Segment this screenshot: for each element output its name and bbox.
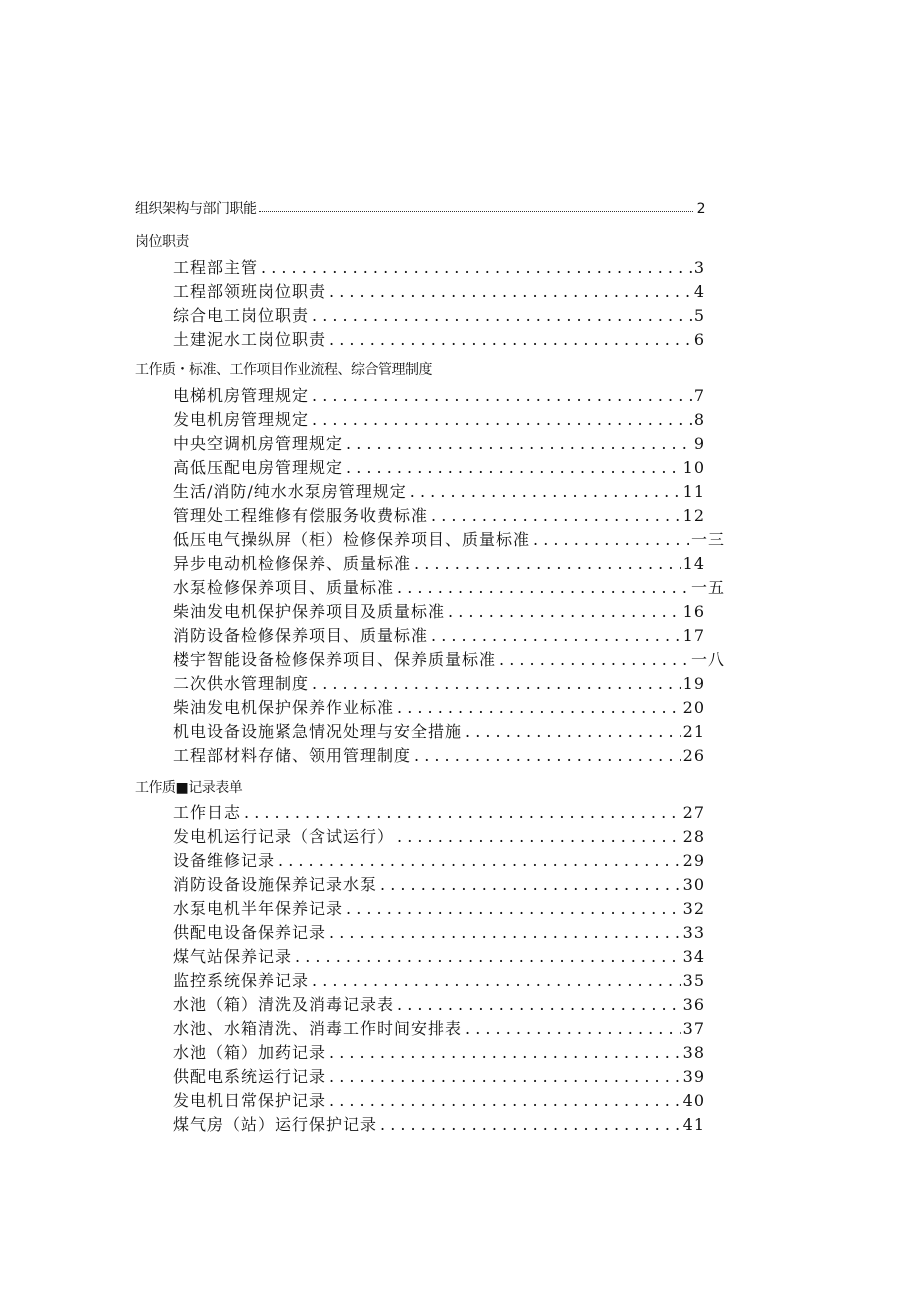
toc-entry[interactable] [173,575,725,598]
toc-entry[interactable] [173,719,705,742]
toc-entry-page: 26 [682,746,705,765]
toc-entry-title: 二次供水管理制度 [173,674,310,693]
toc-entry-title: 消防设备检修保养项目、质量标准 [173,626,429,645]
toc-entry-title: 高低压配电房管理规定 [173,458,344,477]
dot-leader [326,1043,681,1062]
toc-entry[interactable] [173,551,705,574]
toc-entry-page: 20 [682,698,705,717]
toc-entry-title: 水池（箱）清洗及消毒记录表 [173,995,395,1014]
dot-leader [496,650,689,669]
toc-entry[interactable] [173,383,705,406]
toc-entry-page: 35 [682,971,705,990]
dot-leader [407,482,681,501]
dot-leader [309,971,681,990]
toc-entry-page: 28 [682,827,705,846]
toc-entry-title: 设备维修记录 [173,851,276,870]
toc-entry-page: 16 [682,602,705,621]
dot-leader [343,434,692,453]
toc-entry-title: 工程部材料存储、领用管理制度 [173,746,412,765]
toc-entry[interactable] [173,671,705,694]
toc-entry[interactable] [173,944,705,967]
toc-entry-title: 消防设备设施保养记录水泵 [173,875,378,894]
toc-entry-title: 综合电工岗位职责 [173,306,310,325]
dot-leader [394,995,681,1014]
toc-entry-title: 供配电系统运行记录 [173,1067,327,1086]
toc-entry-page: 34 [682,947,705,966]
toc-entry[interactable] [173,279,705,302]
dot-leader [428,506,681,525]
dot-leader [241,803,681,822]
toc-entry-title: 电梯机房管理规定 [173,386,310,405]
toc-entry-page: 4 [693,282,705,301]
toc-entry[interactable] [173,1040,705,1063]
toc-entry-title: 柴油发电机保护保养项目及质量标准 [173,602,446,621]
dot-leader [309,410,692,429]
dot-leader [259,210,693,212]
toc-entry[interactable] [173,479,705,502]
toc-entry-title: 机电设备设施紧急情况处理与安全措施 [173,722,463,741]
toc-entry[interactable] [173,920,705,943]
toc-entry[interactable] [173,407,705,430]
toc-entry-title: 低压电气操纵屏（柜）检修保养项目、质量标准 [173,530,531,549]
toc-entry[interactable] [173,1016,705,1039]
toc-entry[interactable] [173,527,725,550]
toc-entry-title: 中央空调机房管理规定 [173,434,344,453]
toc-entry[interactable] [173,599,705,622]
toc-entry-page: 39 [682,1067,705,1086]
toc-entry-page: 21 [682,722,705,741]
dot-leader [394,827,681,846]
dot-leader [377,1115,681,1134]
dot-leader [326,1091,681,1110]
toc-entry-title: 管理处工程维修有偿服务收费标准 [173,506,429,525]
dot-leader [258,258,692,277]
toc-entry[interactable] [173,455,705,478]
toc-entry[interactable] [173,623,705,646]
dot-leader [428,626,681,645]
toc-entry-page: 9 [693,434,705,453]
toc-entry-page: 12 [682,506,705,525]
toc-entry[interactable] [173,968,705,991]
toc-entry-page: 6 [693,330,705,349]
toc-entry[interactable] [173,503,705,526]
dot-leader [411,746,681,765]
section-heading: 岗位职责 [135,234,189,250]
dot-leader [326,923,681,942]
toc-entry-page: 19 [682,674,705,693]
toc-entry-title: 生活/消防/纯水水泵房管理规定 [173,482,407,501]
toc-entry[interactable] [173,431,705,454]
dot-leader [445,602,681,621]
toc-entry-page: 一八 [690,650,725,669]
section-heading: 工作质■记录表单 [135,780,243,796]
toc-entry-page: 27 [682,803,705,822]
toc-entry[interactable] [173,800,705,823]
dot-leader [309,674,681,693]
toc-entry-page: 11 [682,482,705,501]
toc-entry[interactable] [173,848,705,871]
toc-entry[interactable] [173,1088,705,1111]
dot-leader [326,1067,681,1086]
toc-entry-title: 水泵电机半年保养记录 [173,899,344,918]
dot-leader [275,851,681,870]
toc-entry[interactable] [173,327,705,350]
toc-entry-title: 楼宇智能设备检修保养项目、保养质量标准 [173,650,497,669]
toc-entry-title: 水池（箱）加药记录 [173,1043,327,1062]
toc-entry-page: 7 [693,386,705,405]
toc-entry-page: 3 [693,258,705,277]
dot-leader [292,947,681,966]
toc-entry-page: 29 [682,851,705,870]
toc-entry-page: 41 [682,1115,705,1134]
toc-entry[interactable] [173,1112,705,1135]
toc-entry-title: 柴油发电机保护保养作业标准 [173,698,395,717]
toc-entry-page: 10 [682,458,705,477]
dot-leader [462,1019,681,1038]
dot-leader [309,386,692,405]
toc-entry-page: 32 [682,899,705,918]
toc-entry-page: 40 [682,1091,705,1110]
toc-entry-title: 煤气站保养记录 [173,947,293,966]
dot-leader [343,899,681,918]
toc-entry-title: 煤气房（站）运行保护记录 [173,1115,378,1134]
toc-entry[interactable] [173,1064,705,1087]
toc-entry[interactable] [173,824,705,847]
toc-entry-page: 30 [682,875,705,894]
toc-entry[interactable] [173,695,705,718]
toc-entry[interactable] [173,743,705,766]
dot-leader [411,554,681,573]
dot-leader [309,306,692,325]
toc-entry-title: 工作日志 [173,803,242,822]
toc-entry-page: 17 [682,626,705,645]
toc-entry-title: 发电机房管理规定 [173,410,310,429]
toc-entry-org-structure[interactable] [135,198,705,218]
toc-entry[interactable] [173,647,725,670]
dot-leader [377,875,681,894]
toc-entry-title: 供配电设备保养记录 [173,923,327,942]
toc-entry-page: 36 [682,995,705,1014]
toc-entry-title: 工程部领班岗位职责 [173,282,327,301]
toc-entry-title: 发电机日常保护记录 [173,1091,327,1110]
toc-entry-page: 37 [682,1019,705,1038]
toc-entry[interactable] [173,255,705,278]
toc-entry-title: 土建泥水工岗位职责 [173,330,327,349]
toc-entry-page: 8 [693,410,705,429]
toc-entry-title: 水泵检修保养项目、质量标准 [173,578,395,597]
dot-leader [326,330,692,349]
toc-entry-page: 5 [693,306,705,325]
toc-entry-title: 发电机运行记录（含试运行） [173,827,395,846]
toc-entry-title: 水池、水箱清洗、消毒工作时间安排表 [173,1019,463,1038]
toc-entry-title: 组织架构与部门职能 [135,201,257,217]
section-heading: 工作质・标准、工作项目作业流程、综合管理制度 [135,362,432,378]
dot-leader [326,282,692,301]
toc-entry-title: 异步电动机检修保养、质量标准 [173,554,412,573]
dot-leader [343,458,681,477]
toc-entry[interactable] [173,896,705,919]
toc-entry-page: 2 [696,201,705,217]
toc-entry-title: 监控系统保养记录 [173,971,310,990]
toc-entry-page: 一三 [690,530,725,549]
dot-leader [394,698,681,717]
dot-leader [462,722,681,741]
dot-leader [394,578,689,597]
toc-entry[interactable] [173,303,705,326]
toc-entry[interactable] [173,872,705,895]
dot-leader [530,530,689,549]
toc-entry-page: 38 [682,1043,705,1062]
toc-entry[interactable] [173,992,705,1015]
toc-entry-page: 14 [682,554,705,573]
toc-entry-page: 一五 [690,578,725,597]
toc-entry-title: 工程部主管 [173,258,259,277]
toc-entry-page: 33 [682,923,705,942]
